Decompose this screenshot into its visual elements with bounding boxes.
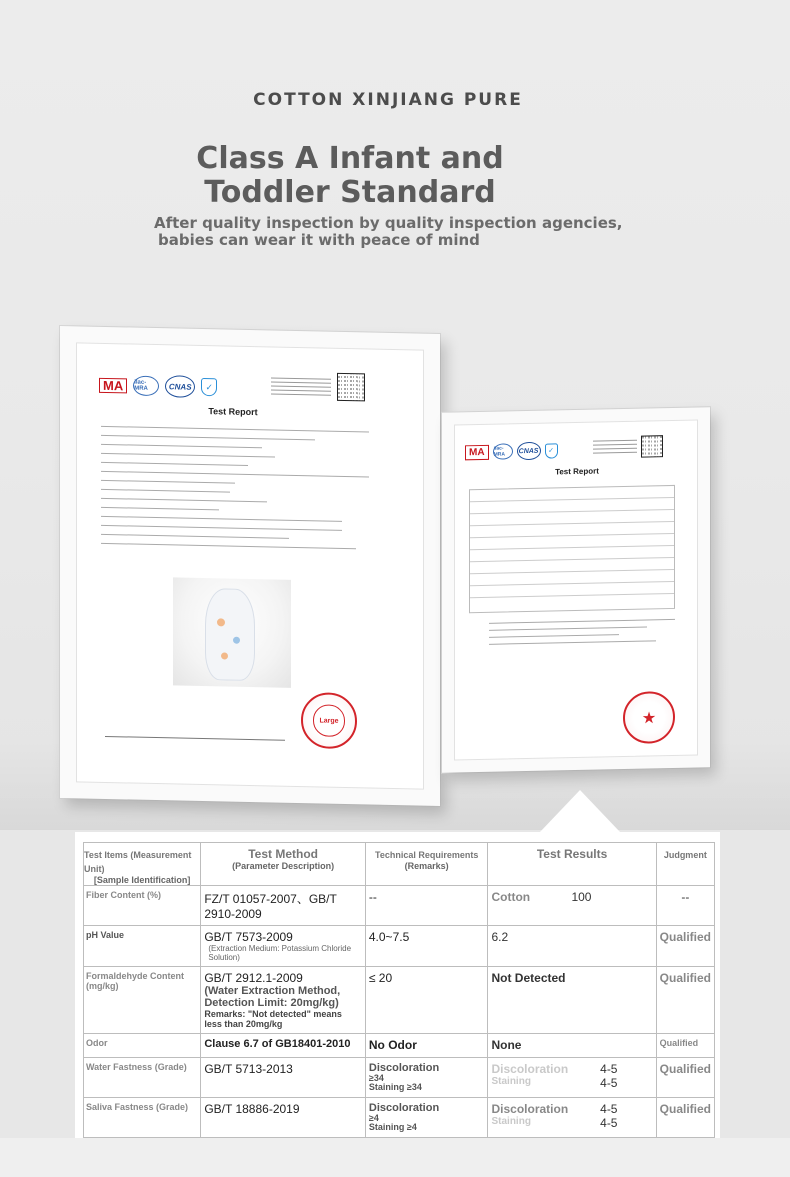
table-row — [84, 926, 715, 967]
inspection-seal-stamp — [301, 692, 357, 749]
row-method: Clause 6.7 of GB18401-2010 — [201, 1034, 366, 1058]
left-report-logos — [99, 374, 217, 398]
page-title — [140, 142, 560, 210]
star-icon: ★ — [642, 708, 656, 726]
row-judgment: Qualified — [656, 1058, 714, 1098]
row-tech: Discoloration ≥34 Staining ≥34 — [365, 1058, 488, 1098]
row-method: GB/T 2912.1-2009 (Water Extraction Method, Detection Limit: 20mg/kg) Remarks: "Not detected" means less than 20mg/kg — [201, 967, 366, 1034]
row-item: pH Value — [84, 926, 201, 967]
row-judgment: Qualified — [656, 926, 714, 967]
row-judgment: Qualified — [656, 1034, 714, 1058]
left-report-mat — [76, 342, 424, 789]
table-row — [84, 1034, 715, 1058]
row-tech: 4.0~7.5 — [365, 926, 488, 967]
row-judgment: -- — [656, 886, 714, 926]
right-report-logos — [465, 441, 558, 461]
title-line-2: Toddler Standard — [204, 175, 496, 210]
header-test-results: Test Results — [488, 843, 656, 886]
shield-icon: ✓ — [201, 378, 217, 396]
subtitle-line-1: After quality inspection by quality inspection agencies, — [154, 214, 623, 232]
row-method: GB/T 5713-2013 — [201, 1058, 366, 1098]
garment-photo — [173, 577, 291, 687]
header-judgment: Judgment — [656, 843, 714, 886]
romper-image — [205, 588, 255, 681]
ilac-logo: ilac-MRA — [133, 376, 159, 397]
left-report-header-lines — [271, 377, 331, 398]
left-report-title: Test Report — [208, 406, 258, 418]
row-item: Odor — [84, 1034, 201, 1058]
row-result: Not Detected — [488, 967, 656, 1034]
shield-icon: ✓ — [545, 443, 558, 458]
row-item: Water Fastness (Grade) — [84, 1058, 201, 1098]
right-report-header-lines — [593, 440, 637, 457]
left-report-document — [95, 368, 407, 775]
left-report-signatures — [105, 736, 285, 741]
subtitle-line-2: babies can wear it with peace of mind — [158, 231, 480, 249]
table-row — [84, 967, 715, 1034]
row-item: Saliva Fastness (Grade) — [84, 1098, 201, 1138]
right-report-qr-code — [641, 435, 663, 457]
header-test-method: Test Method (Parameter Description) — [201, 843, 366, 886]
row-tech: ≤ 20 — [365, 967, 488, 1034]
row-judgment: Qualified — [656, 967, 714, 1034]
row-method: GB/T 18886-2019 — [201, 1098, 366, 1138]
row-method: FZ/T 01057-2007、GB/T 2910-2009 — [201, 886, 366, 926]
right-report-mat — [454, 419, 698, 760]
stamp-label: Large — [319, 716, 339, 725]
row-result: Discoloration 4-5 Staining 4-5 — [488, 1098, 656, 1138]
ma-logo: MA — [99, 377, 127, 393]
row-result: Cotton 100 — [488, 886, 656, 926]
row-judgment: Qualified — [656, 1098, 714, 1138]
table-row — [84, 1098, 715, 1138]
row-tech: -- — [365, 886, 488, 926]
cnas-logo: CNAS — [517, 442, 541, 461]
inspection-seal-stamp — [623, 691, 675, 744]
test-results-panel — [75, 832, 720, 1138]
row-item: Fiber Content (%) — [84, 886, 201, 926]
left-report-frame — [60, 326, 440, 806]
test-results-table — [83, 842, 715, 1138]
right-report-title: Test Report — [555, 466, 599, 477]
cnas-logo: CNAS — [165, 375, 195, 398]
left-report-body-lines — [101, 426, 369, 558]
right-report-frame — [442, 407, 710, 773]
table-header-row — [84, 843, 715, 886]
row-item: Formaldehyde Content (mg/kg) — [84, 967, 201, 1034]
ma-logo: MA — [465, 444, 489, 459]
callout-pointer — [540, 790, 620, 832]
title-line-1: Class A Infant and — [196, 141, 504, 176]
row-result: Discoloration 4-5 Staining 4-5 — [488, 1058, 656, 1098]
brand-tagline: COTTON XINJIANG PURE — [253, 90, 523, 110]
table-row — [84, 886, 715, 926]
page-subtitle — [154, 215, 674, 249]
right-report-document — [465, 435, 689, 750]
right-report-table — [469, 485, 675, 613]
row-tech: No Odor — [365, 1034, 488, 1058]
ilac-logo: ilac-MRA — [493, 443, 513, 459]
bottom-strip — [0, 1138, 790, 1177]
left-report-qr-code — [337, 373, 365, 402]
row-method: GB/T 7573-2009 (Extraction Medium: Potassium Chloride Solution) — [201, 926, 366, 967]
header-technical-requirements: Technical Requirements (Remarks) — [365, 843, 488, 886]
row-result: 6.2 — [488, 926, 656, 967]
right-report-notes — [489, 619, 675, 651]
row-result: None — [488, 1034, 656, 1058]
table-row — [84, 1058, 715, 1098]
header-test-items: Test Items (Measurement Unit) [Sample Identification] — [84, 843, 201, 886]
row-tech: Discoloration ≥4 Staining ≥4 — [365, 1098, 488, 1138]
